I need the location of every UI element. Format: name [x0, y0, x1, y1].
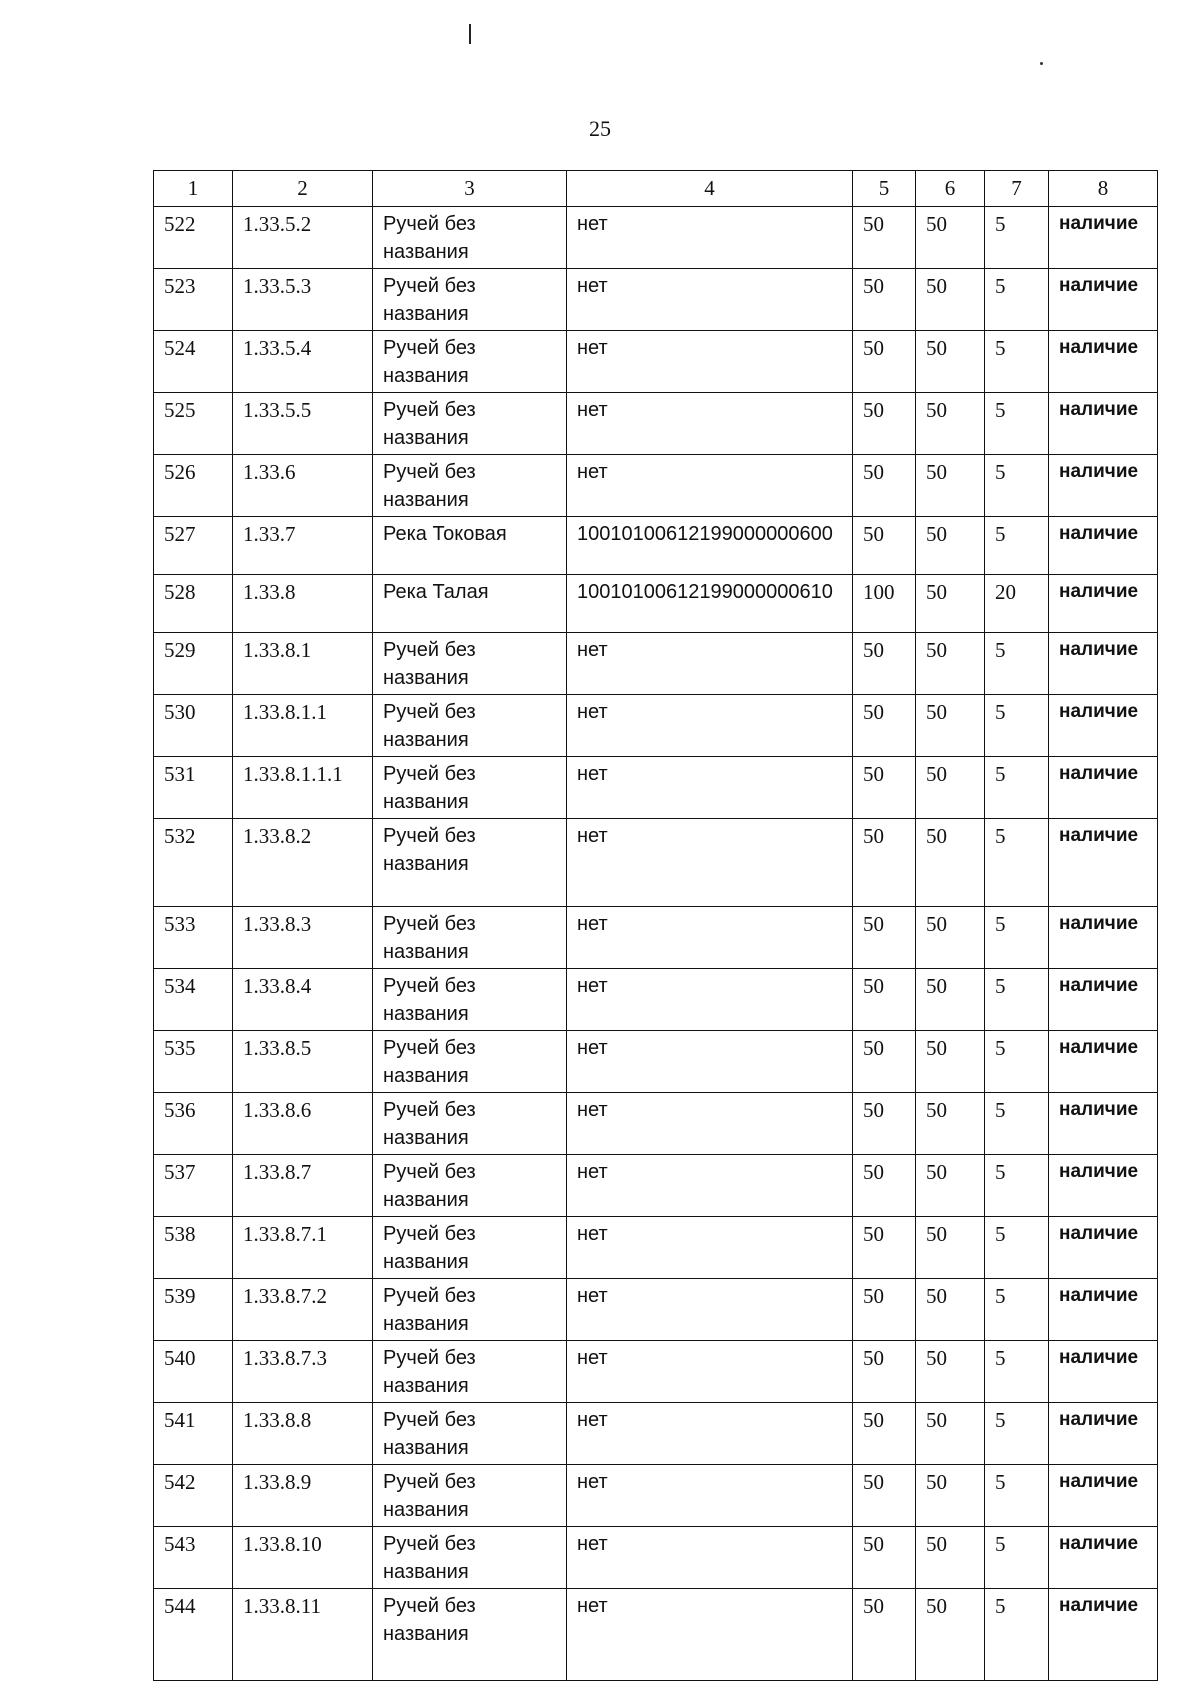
- table-row: [154, 455, 1158, 517]
- value-7-cell: 5: [985, 1341, 1049, 1403]
- table-row: [154, 1341, 1158, 1403]
- name-cell: Река Токовая: [373, 517, 567, 575]
- code-cell: 1.33.6: [233, 455, 373, 517]
- table-row: [154, 1217, 1158, 1279]
- value-6-cell: 50: [916, 695, 985, 757]
- scan-artifact-dot: [1040, 62, 1043, 65]
- name-cell: Ручей без названия: [373, 1031, 567, 1093]
- table-row: [154, 1155, 1158, 1217]
- table-row: [154, 1279, 1158, 1341]
- value-7-cell: 5: [985, 1217, 1049, 1279]
- code-cell: 1.33.8: [233, 575, 373, 633]
- table-row: [154, 269, 1158, 331]
- registry-code-cell: нет: [567, 1093, 853, 1155]
- value-5-cell: 50: [853, 269, 916, 331]
- registry-code-cell: нет: [567, 1217, 853, 1279]
- value-7-cell: 5: [985, 907, 1049, 969]
- value-6-cell: 50: [916, 1341, 985, 1403]
- row-number-cell: 526: [154, 455, 233, 517]
- table-row: [154, 969, 1158, 1031]
- registry-code-cell: нет: [567, 1403, 853, 1465]
- value-5-cell: 50: [853, 455, 916, 517]
- header-cell-5: 5: [853, 171, 916, 207]
- value-5-cell: 50: [853, 207, 916, 269]
- value-6-cell: 50: [916, 757, 985, 819]
- table-row: [154, 819, 1158, 907]
- value-7-cell: 5: [985, 969, 1049, 1031]
- header-cell-3: 3: [373, 171, 567, 207]
- table-row: [154, 1589, 1158, 1681]
- value-7-cell: 5: [985, 633, 1049, 695]
- header-cell-7: 7: [985, 171, 1049, 207]
- name-cell: Ручей без названия: [373, 455, 567, 517]
- name-cell: Ручей без названия: [373, 695, 567, 757]
- registry-code-cell: нет: [567, 1465, 853, 1527]
- name-cell: Ручей без названия: [373, 1279, 567, 1341]
- code-cell: 1.33.5.3: [233, 269, 373, 331]
- value-6-cell: 50: [916, 575, 985, 633]
- registry-code-cell: нет: [567, 695, 853, 757]
- header-cell-1: 1: [154, 171, 233, 207]
- value-5-cell: 50: [853, 969, 916, 1031]
- registry-code-cell: нет: [567, 269, 853, 331]
- value-6-cell: 50: [916, 819, 985, 907]
- name-cell: Ручей без названия: [373, 1527, 567, 1589]
- row-number-cell: 529: [154, 633, 233, 695]
- status-cell: наличие: [1049, 1527, 1158, 1589]
- row-number-cell: 544: [154, 1589, 233, 1681]
- header-cell-4: 4: [567, 171, 853, 207]
- table-row: [154, 1093, 1158, 1155]
- row-number-cell: 532: [154, 819, 233, 907]
- status-cell: наличие: [1049, 1403, 1158, 1465]
- table-body: [154, 171, 1158, 1681]
- row-number-cell: 527: [154, 517, 233, 575]
- row-number-cell: 534: [154, 969, 233, 1031]
- value-5-cell: 50: [853, 819, 916, 907]
- name-cell: Ручей без названия: [373, 633, 567, 695]
- value-5-cell: 50: [853, 1093, 916, 1155]
- value-5-cell: 50: [853, 1527, 916, 1589]
- scan-artifact-mark: [469, 24, 471, 44]
- value-7-cell: 5: [985, 207, 1049, 269]
- table-row: [154, 695, 1158, 757]
- status-cell: наличие: [1049, 757, 1158, 819]
- value-7-cell: 5: [985, 455, 1049, 517]
- status-cell: наличие: [1049, 633, 1158, 695]
- code-cell: 1.33.8.6: [233, 1093, 373, 1155]
- code-cell: 1.33.8.7.2: [233, 1279, 373, 1341]
- row-number-cell: 531: [154, 757, 233, 819]
- value-5-cell: 50: [853, 695, 916, 757]
- row-number-cell: 528: [154, 575, 233, 633]
- status-cell: наличие: [1049, 269, 1158, 331]
- status-cell: наличие: [1049, 1155, 1158, 1217]
- name-cell: Ручей без названия: [373, 819, 567, 907]
- header-cell-6: 6: [916, 171, 985, 207]
- code-cell: 1.33.5.5: [233, 393, 373, 455]
- registry-code-cell: нет: [567, 907, 853, 969]
- row-number-cell: 540: [154, 1341, 233, 1403]
- value-6-cell: 50: [916, 1155, 985, 1217]
- value-5-cell: 50: [853, 393, 916, 455]
- value-5-cell: 50: [853, 331, 916, 393]
- name-cell: Ручей без названия: [373, 757, 567, 819]
- status-cell: наличие: [1049, 695, 1158, 757]
- status-cell: наличие: [1049, 455, 1158, 517]
- value-7-cell: 5: [985, 1031, 1049, 1093]
- value-7-cell: 5: [985, 695, 1049, 757]
- name-cell: Ручей без названия: [373, 269, 567, 331]
- value-5-cell: 50: [853, 633, 916, 695]
- registry-code-cell: нет: [567, 455, 853, 517]
- code-cell: 1.33.8.5: [233, 1031, 373, 1093]
- registry-code-cell: нет: [567, 1527, 853, 1589]
- table-row: [154, 331, 1158, 393]
- row-number-cell: 535: [154, 1031, 233, 1093]
- name-cell: Ручей без названия: [373, 331, 567, 393]
- value-7-cell: 5: [985, 1279, 1049, 1341]
- row-number-cell: 523: [154, 269, 233, 331]
- status-cell: наличие: [1049, 1589, 1158, 1681]
- row-number-cell: 525: [154, 393, 233, 455]
- status-cell: наличие: [1049, 1279, 1158, 1341]
- registry-code-cell: нет: [567, 1589, 853, 1681]
- value-6-cell: 50: [916, 1279, 985, 1341]
- name-cell: Ручей без названия: [373, 1589, 567, 1681]
- table-row: [154, 207, 1158, 269]
- code-cell: 1.33.8.1: [233, 633, 373, 695]
- data-table: [153, 170, 1158, 1681]
- name-cell: Ручей без названия: [373, 1403, 567, 1465]
- registry-code-cell: нет: [567, 1279, 853, 1341]
- status-cell: наличие: [1049, 907, 1158, 969]
- code-cell: 1.33.8.7.3: [233, 1341, 373, 1403]
- code-cell: 1.33.8.1.1.1: [233, 757, 373, 819]
- value-5-cell: 50: [853, 1279, 916, 1341]
- registry-code-cell: нет: [567, 1031, 853, 1093]
- header-cell-8: 8: [1049, 171, 1158, 207]
- name-cell: Ручей без названия: [373, 1217, 567, 1279]
- table-row: [154, 1403, 1158, 1465]
- table-row: [154, 1031, 1158, 1093]
- name-cell: Ручей без названия: [373, 1093, 567, 1155]
- value-5-cell: 50: [853, 1341, 916, 1403]
- registry-code-cell: нет: [567, 207, 853, 269]
- value-6-cell: 50: [916, 455, 985, 517]
- table-row: [154, 757, 1158, 819]
- value-7-cell: 5: [985, 1527, 1049, 1589]
- status-cell: наличие: [1049, 969, 1158, 1031]
- table-header-row: [154, 171, 1158, 207]
- value-6-cell: 50: [916, 907, 985, 969]
- registry-code-cell: нет: [567, 331, 853, 393]
- value-6-cell: 50: [916, 393, 985, 455]
- code-cell: 1.33.8.2: [233, 819, 373, 907]
- value-6-cell: 50: [916, 633, 985, 695]
- status-cell: наличие: [1049, 331, 1158, 393]
- status-cell: наличие: [1049, 1031, 1158, 1093]
- value-6-cell: 50: [916, 1465, 985, 1527]
- status-cell: наличие: [1049, 819, 1158, 907]
- registry-code-cell: нет: [567, 1155, 853, 1217]
- code-cell: 1.33.8.3: [233, 907, 373, 969]
- code-cell: 1.33.8.4: [233, 969, 373, 1031]
- row-number-cell: 533: [154, 907, 233, 969]
- row-number-cell: 536: [154, 1093, 233, 1155]
- value-6-cell: 50: [916, 1403, 985, 1465]
- value-7-cell: 5: [985, 1403, 1049, 1465]
- value-6-cell: 50: [916, 1217, 985, 1279]
- row-number-cell: 543: [154, 1527, 233, 1589]
- value-5-cell: 50: [853, 757, 916, 819]
- code-cell: 1.33.8.10: [233, 1527, 373, 1589]
- status-cell: наличие: [1049, 207, 1158, 269]
- row-number-cell: 537: [154, 1155, 233, 1217]
- status-cell: наличие: [1049, 517, 1158, 575]
- value-6-cell: 50: [916, 517, 985, 575]
- status-cell: наличие: [1049, 393, 1158, 455]
- value-7-cell: 5: [985, 269, 1049, 331]
- value-7-cell: 5: [985, 1589, 1049, 1681]
- row-number-cell: 522: [154, 207, 233, 269]
- status-cell: наличие: [1049, 1341, 1158, 1403]
- value-7-cell: 5: [985, 1155, 1049, 1217]
- value-6-cell: 50: [916, 1031, 985, 1093]
- row-number-cell: 524: [154, 331, 233, 393]
- value-7-cell: 5: [985, 331, 1049, 393]
- name-cell: Ручей без названия: [373, 1155, 567, 1217]
- code-cell: 1.33.8.1.1: [233, 695, 373, 757]
- status-cell: наличие: [1049, 1217, 1158, 1279]
- header-cell-2: 2: [233, 171, 373, 207]
- value-6-cell: 50: [916, 1589, 985, 1681]
- name-cell: Ручей без названия: [373, 393, 567, 455]
- value-5-cell: 50: [853, 1155, 916, 1217]
- page-number: 25: [589, 116, 611, 141]
- registry-code-cell: нет: [567, 1341, 853, 1403]
- row-number-cell: 541: [154, 1403, 233, 1465]
- row-number-cell: 530: [154, 695, 233, 757]
- value-6-cell: 50: [916, 1093, 985, 1155]
- code-cell: 1.33.8.7: [233, 1155, 373, 1217]
- name-cell: Ручей без названия: [373, 907, 567, 969]
- value-7-cell: 5: [985, 517, 1049, 575]
- row-number-cell: 542: [154, 1465, 233, 1527]
- registry-code-cell: нет: [567, 757, 853, 819]
- row-number-cell: 538: [154, 1217, 233, 1279]
- value-5-cell: 50: [853, 1217, 916, 1279]
- table-row: [154, 575, 1158, 633]
- value-5-cell: 50: [853, 517, 916, 575]
- table-row: [154, 517, 1158, 575]
- table-row: [154, 1527, 1158, 1589]
- table-row: [154, 1465, 1158, 1527]
- status-cell: наличие: [1049, 575, 1158, 633]
- value-7-cell: 5: [985, 757, 1049, 819]
- name-cell: Ручей без названия: [373, 1465, 567, 1527]
- name-cell: Ручей без названия: [373, 1341, 567, 1403]
- value-6-cell: 50: [916, 969, 985, 1031]
- value-5-cell: 50: [853, 1465, 916, 1527]
- table-row: [154, 907, 1158, 969]
- code-cell: 1.33.8.11: [233, 1589, 373, 1681]
- registry-code-cell: 10010100612199000000600: [567, 517, 853, 575]
- code-cell: 1.33.5.2: [233, 207, 373, 269]
- registry-code-cell: 10010100612199000000610: [567, 575, 853, 633]
- value-6-cell: 50: [916, 207, 985, 269]
- registry-code-cell: нет: [567, 969, 853, 1031]
- table-row: [154, 393, 1158, 455]
- registry-code-cell: нет: [567, 633, 853, 695]
- value-5-cell: 50: [853, 1403, 916, 1465]
- value-7-cell: 5: [985, 393, 1049, 455]
- registry-code-cell: нет: [567, 393, 853, 455]
- code-cell: 1.33.5.4: [233, 331, 373, 393]
- name-cell: Ручей без названия: [373, 207, 567, 269]
- status-cell: наличие: [1049, 1093, 1158, 1155]
- value-6-cell: 50: [916, 1527, 985, 1589]
- value-6-cell: 50: [916, 331, 985, 393]
- status-cell: наличие: [1049, 1465, 1158, 1527]
- value-7-cell: 5: [985, 1465, 1049, 1527]
- value-5-cell: 50: [853, 907, 916, 969]
- code-cell: 1.33.8.9: [233, 1465, 373, 1527]
- value-5-cell: 100: [853, 575, 916, 633]
- code-cell: 1.33.8.8: [233, 1403, 373, 1465]
- value-7-cell: 5: [985, 1093, 1049, 1155]
- value-7-cell: 20: [985, 575, 1049, 633]
- value-5-cell: 50: [853, 1031, 916, 1093]
- row-number-cell: 539: [154, 1279, 233, 1341]
- value-7-cell: 5: [985, 819, 1049, 907]
- code-cell: 1.33.8.7.1: [233, 1217, 373, 1279]
- value-6-cell: 50: [916, 269, 985, 331]
- code-cell: 1.33.7: [233, 517, 373, 575]
- name-cell: Ручей без названия: [373, 969, 567, 1031]
- table-row: [154, 633, 1158, 695]
- name-cell: Река Талая: [373, 575, 567, 633]
- registry-code-cell: нет: [567, 819, 853, 907]
- value-5-cell: 50: [853, 1589, 916, 1681]
